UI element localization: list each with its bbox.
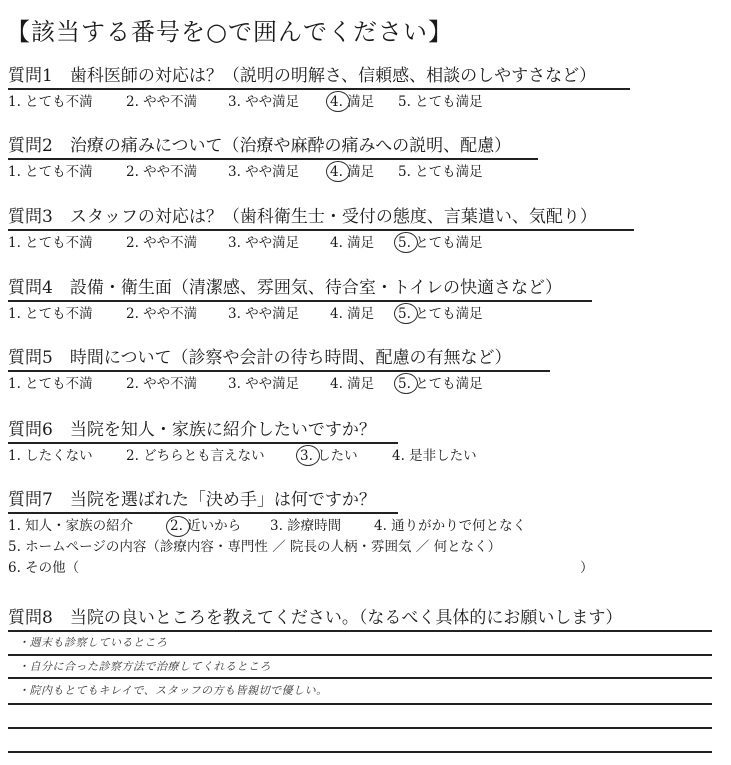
question-5 [8, 346, 723, 394]
option-3[interactable]: 3. したい [300, 448, 358, 464]
selection-circle [394, 232, 418, 253]
selection-circle [166, 516, 190, 537]
option-4[interactable]: 4. 満足 [330, 164, 375, 180]
option-1[interactable]: 1. とても不満 [8, 94, 93, 110]
question-title-text: 質問3 スタッフの対応は？（歯科衛生士・受付の態度、言葉遣い、気配り） [8, 207, 597, 227]
selection-circle [326, 91, 350, 112]
option-4[interactable]: 4. 満足 [330, 376, 375, 392]
option-3[interactable]: 3. やや満足 [228, 164, 300, 180]
options-row [8, 233, 723, 253]
question-title-text: 質問5 時間について（診察や会計の待ち時間、配慮の有無など） [8, 348, 512, 368]
options-row [8, 558, 723, 579]
page-title: 【該当する番号を○で囲んでください】 [6, 18, 453, 46]
question-title [8, 205, 723, 229]
option-3[interactable]: 3. やや満足 [228, 94, 300, 110]
question-1 [8, 64, 723, 112]
question-title-text: 質問7 当院を選ばれた「決め手」は何ですか？ [8, 490, 376, 510]
option-2[interactable]: 2. やや不満 [126, 94, 198, 110]
answer-line [8, 654, 712, 656]
question-title [8, 418, 723, 442]
answer-line [8, 703, 712, 705]
title-underline [8, 300, 592, 302]
option-1[interactable]: 1. とても不満 [8, 235, 93, 251]
option-2[interactable]: 2. やや不満 [126, 306, 198, 322]
options-row [8, 446, 723, 466]
option-2[interactable]: 2. やや不満 [126, 376, 198, 392]
question-title [8, 346, 723, 370]
option-3[interactable]: 3. 診療時間 [270, 518, 342, 534]
option-4[interactable]: 4. 満足 [330, 94, 375, 110]
question-4 [8, 276, 723, 324]
option-2[interactable]: 2. どちらとも言えない [126, 448, 265, 464]
options-row [8, 304, 723, 324]
answer-line [8, 677, 712, 679]
handwritten-answer: ・自分に合った診察方法で治療してくれるところ [18, 660, 271, 673]
option-1[interactable]: 1. 知人・家族の紹介 [8, 518, 134, 534]
option-1[interactable]: 1. とても不満 [8, 376, 93, 392]
question-7 [8, 488, 723, 579]
selection-circle [394, 303, 418, 324]
option-1[interactable]: 1. とても不満 [8, 306, 93, 322]
option-5[interactable]: 5. とても満足 [398, 376, 483, 392]
option-5[interactable]: 5. とても満足 [398, 164, 483, 180]
selection-circle [394, 373, 418, 394]
handwritten-answer: ・週末も診察しているところ [18, 636, 168, 649]
option-5[interactable]: 5. ホームページの内容（診療内容・専門性 ／ 院長の人柄・雰囲気 ／ 何となく） [8, 539, 502, 555]
options-row [8, 162, 723, 182]
option-5[interactable]: 5. とても満足 [398, 306, 483, 322]
title-underline [8, 158, 538, 160]
question-2 [8, 134, 723, 182]
option-2[interactable]: 2. 近いから [170, 518, 242, 534]
option-5[interactable]: 5. とても満足 [398, 235, 483, 251]
question-title-text: 質問4 設備・衛生面（清潔感、雰囲気、待合室・トイレの快適さなど） [8, 278, 562, 298]
answer-line [8, 630, 712, 632]
question-6 [8, 418, 723, 466]
option-3[interactable]: 3. やや満足 [228, 376, 300, 392]
question-8 [8, 606, 723, 630]
title-underline [8, 370, 550, 372]
question-title [8, 606, 723, 630]
selection-circle [296, 445, 320, 466]
option-2[interactable]: 2. やや不満 [126, 164, 198, 180]
selection-circle [326, 161, 350, 182]
question-title-text: 質問8 当院の良いところを教えてください。（なるべく具体的にお願いします） [8, 608, 623, 628]
title-underline [8, 229, 634, 231]
question-title [8, 276, 723, 300]
option-4[interactable]: 4. 通りがかりで何となく [374, 518, 527, 534]
options-row [8, 516, 723, 537]
option-1[interactable]: 1. とても不満 [8, 164, 93, 180]
handwritten-answer: ・院内もとてもキレイで、スタッフの方も皆親切で優しい。 [18, 684, 328, 697]
option-2[interactable]: 2. やや不満 [126, 235, 198, 251]
option-4[interactable]: 4. 満足 [330, 235, 375, 251]
options-row [8, 374, 723, 394]
question-title [8, 134, 723, 158]
question-title [8, 64, 723, 88]
answer-line [8, 727, 712, 729]
option-4[interactable]: 4. 是非したい [392, 448, 477, 464]
question-3 [8, 205, 723, 253]
option-1[interactable]: 1. したくない [8, 448, 93, 464]
question-title-text: 質問6 当院を知人・家族に紹介したいですか？ [8, 420, 376, 440]
option-6-close-paren: ） [580, 560, 594, 576]
title-underline [8, 442, 398, 444]
question-title-text: 質問2 治療の痛みについて（治療や麻酔の痛みへの説明、配慮） [8, 136, 512, 156]
answer-line [8, 751, 712, 753]
option-5[interactable]: 5. とても満足 [398, 94, 483, 110]
question-title-text: 質問1 歯科医師の対応は？（説明の明解さ、信頼感、相談のしやすさなど） [8, 66, 597, 86]
question-title [8, 488, 723, 512]
title-underline [8, 88, 630, 90]
option-4[interactable]: 4. 満足 [330, 306, 375, 322]
options-row [8, 537, 723, 558]
option-3[interactable]: 3. やや満足 [228, 306, 300, 322]
option-3[interactable]: 3. やや満足 [228, 235, 300, 251]
title-underline [8, 512, 398, 514]
option-6[interactable]: 6. その他（ [8, 560, 80, 576]
options-row [8, 92, 723, 112]
